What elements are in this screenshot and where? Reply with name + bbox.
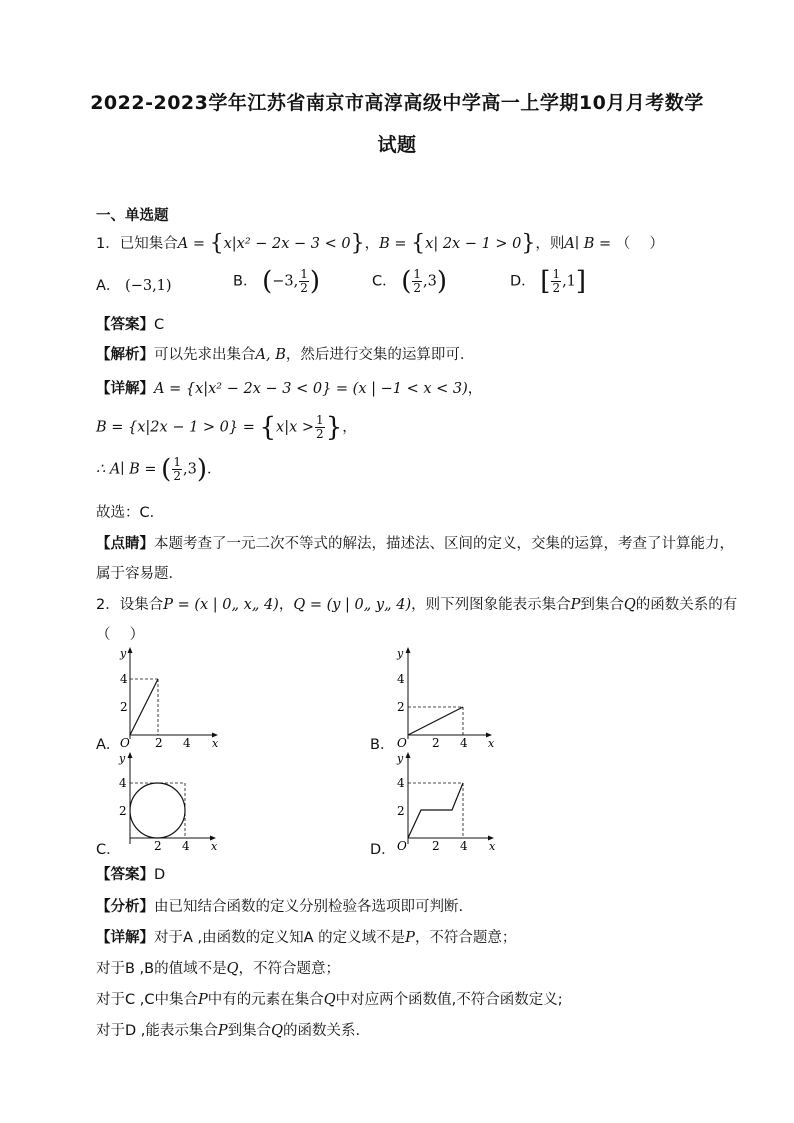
axis-label-y: y [119,752,126,765]
tick-x-2: 2 [432,736,440,747]
detail-var: Q [271,1023,284,1039]
graph-c-label: C． [96,842,121,858]
q2-sep: ， [278,597,294,613]
tick-x-4: 4 [460,839,468,852]
q2-detail-line3 [96,988,563,1009]
tick-y-2: 2 [397,804,405,818]
graph-c [112,748,224,852]
q1-detail-line2 [96,414,357,441]
detail-var: P [405,930,415,946]
q1-eq: = [188,236,210,252]
graph-a-label: A． [96,737,121,753]
axis-label-y: y [120,647,127,660]
origin-label: O [397,839,407,852]
tick-x-2: 2 [155,736,163,747]
comment-tag: 【点睛】 [96,536,154,552]
answer-tag: 【答案】 [96,317,154,333]
q1-comment-line2: 属于容易题． [96,566,183,582]
q1-var-B: B [379,236,390,252]
q1-setB-body: x| 2x − 1 > 0 [425,236,522,252]
axis-label-y: y [397,752,404,765]
axis-label-y: y [397,647,404,660]
q1-option-a [96,274,172,295]
detail-math: ∴ A∣ B = [96,461,162,478]
tick-y-4: 4 [119,776,127,790]
paren-close: ) [436,266,448,297]
y-arrow [406,752,411,758]
y-arrow [128,752,133,758]
q1-option-d [510,268,586,295]
q2-tail: 的函数关系的有 [635,597,738,613]
q2-answer [96,863,165,884]
q2-setQ: = (y | 0„ y„ 4) [305,597,412,613]
tick-x-2: 2 [154,839,162,852]
detail-var: P [197,992,208,1008]
q2-var-Q: Q [293,597,306,613]
q1-option-c [372,268,447,295]
q2-var-P2: P [570,597,581,613]
frac-den: 2 [552,281,561,295]
q2-setP: = (x | 0„ x„ 4) [173,597,279,613]
bracket-open: [ [540,266,551,297]
detail-end: ． [206,461,222,478]
q2-var-P: P [163,597,173,613]
frac-den: 2 [173,469,181,483]
frac-num: 1 [413,267,422,281]
q1-analysis [96,343,474,364]
tick-y-2: 2 [119,804,127,818]
detail-text: 对于D ,能表示集合 [96,1023,218,1039]
brace-open: { [259,412,277,443]
brace-close: } [521,231,536,256]
analysis-tag: 【解析】 [96,347,154,363]
graph-d [390,748,502,852]
q2-to: 到集合 [580,597,624,613]
tick-y-4: 4 [397,672,405,686]
axis-label-x: x [211,840,218,852]
fraction [172,456,182,483]
y-arrow [406,647,411,653]
graph-b [390,643,502,747]
frac-den: 2 [413,281,422,295]
option-label: B． [233,273,258,290]
comment-text: 本题考查了一元二次不等式的解法，描述法、区间的定义，交集的运算，考查了计算能力， [154,536,734,552]
brace-open: { [209,231,224,256]
frac-num: 1 [552,267,561,281]
frac-num: 1 [173,455,181,469]
fraction [299,268,309,295]
detail-text-mid: 到集合 [227,1023,272,1039]
q1-sep: ， [364,236,380,252]
detail-text: 对于C ,C中集合 [96,992,198,1008]
axis-label-x: x [212,737,219,747]
q1-var-A: A [177,236,189,252]
paren-open: ( [262,266,273,297]
tick-x-4: 4 [460,736,468,747]
document-title-line2: 试题 [377,134,417,156]
tick-x-4: 4 [183,736,191,747]
q1-ask-pre: ，则 [535,236,565,252]
paren-open: ( [401,266,412,297]
axis-label-x: x [488,737,495,747]
analysis-text: 由已知结合函数的定义分别检验各选项即可判断. [154,899,464,915]
q1-comment-line1 [96,532,734,553]
frac-den: 2 [316,427,324,441]
brace-open: { [411,231,426,256]
paren-close: ) [196,454,207,485]
paren-close: ) [309,266,320,297]
q2-analysis [96,895,463,916]
q1-number: 1． [96,236,120,252]
answer-tag: 【答案】 [96,867,154,883]
detail-var: Q [323,992,336,1008]
axis-label-x: x [489,840,496,852]
q2-mid: ，则下列图象能表示集合 [411,597,571,613]
detail-math-post: ,3 [182,461,197,478]
q2-lead: 设集合 [119,597,164,613]
frac-num: 1 [300,267,308,281]
detail-text-end: 的函数关系. [283,1023,361,1039]
detail-tag: 【详解】 [96,930,154,946]
q2-detail-line2 [96,957,340,978]
detail-end: ， [342,419,357,436]
option-value-pre: −3, [272,273,299,290]
detail-text: 对于A ,由函数的定义知A 的定义域不是 [154,930,406,946]
detail-text-end: 中对应两个函数值,不符合函数定义; [335,992,563,1008]
q1-answer [96,313,164,334]
option-label: D． [510,273,536,290]
curve [130,679,158,735]
q1-conclusion: 故选：C． [96,505,165,521]
option-label: C． [372,273,397,290]
q2-paren: （ ） [96,627,145,643]
tick-y-2: 2 [120,700,128,714]
q2-detail-line4 [96,1019,360,1040]
tick-y-4: 4 [397,776,405,790]
frac-num: 1 [316,413,324,427]
detail-math: A = {x|x² − 2x − 3 < 0} = (x | −1 < x < 3) [154,381,468,397]
brace-close: } [350,231,365,256]
analysis-sets: A, B [255,347,286,363]
answer-value: C [154,317,165,333]
circle-curve [130,783,185,838]
curve [408,707,463,735]
fraction [412,268,422,295]
option-value: (−3,1) [125,278,172,294]
option-value-post: ,1 [562,273,576,290]
q2-var-Q2: Q [623,597,636,613]
analysis-text: 可以先求出集合 [154,347,256,363]
brace-close: } [325,412,343,443]
q1-ask-post: = （ ） [594,236,664,252]
detail-text-end: ，不符合题意； [238,961,341,977]
analysis-tag: 【分析】 [96,899,154,915]
q1-ask-expr: A∣ B [564,236,595,252]
q1-option-b [233,268,320,295]
fraction [315,414,325,441]
fraction [551,268,561,295]
q1-eq-2: = [389,236,412,252]
q2-stem [96,593,737,614]
q2-number: 2． [96,597,120,613]
graph-b-label: B． [370,737,395,753]
tick-y-4: 4 [120,672,128,686]
q1-lead: 已知集合 [119,236,178,252]
q2-detail-line1 [96,926,516,947]
detail-math: B = {x|2x − 1 > 0} = [96,419,260,436]
detail-math-var: x|x > [276,419,315,436]
bracket-close: ] [575,266,587,297]
detail-var: P [217,1023,228,1039]
analysis-text-end: ，然后进行交集的运算即可． [285,347,475,363]
tick-x-2: 2 [432,839,440,852]
detail-end: ， [467,381,483,397]
detail-text-end: ，不符合题意； [414,930,517,946]
paren-open: ( [161,454,172,485]
detail-tag: 【详解】 [96,381,154,397]
detail-text-mid: 中有的元素在集合 [207,992,324,1008]
y-arrow [128,647,133,653]
q1-setA-body: x|x² − 2x − 3 < 0 [223,236,351,252]
graph-a [112,643,224,747]
detail-text: 对于B ,B的值域不是 [96,961,227,977]
q1-detail-line1 [96,377,482,398]
frac-den: 2 [300,281,308,295]
q1-detail-line3 [96,456,221,483]
section-heading: 一、单选题 [96,208,169,224]
option-value-post: ,3 [423,273,437,290]
graph-d-label: D． [370,842,396,858]
tick-x-4: 4 [182,839,190,852]
option-label: A． [96,278,121,294]
origin-label: O [120,736,130,747]
answer-value: D [154,867,166,883]
tick-y-2: 2 [397,700,405,714]
origin-label: O [397,736,407,747]
curve [408,783,463,838]
detail-var: Q [226,961,239,977]
document-title-line1: 2022-2023学年江苏省南京市高淳高级中学高一上学期10月月考数学 [90,92,704,114]
q1-stem [96,232,664,255]
